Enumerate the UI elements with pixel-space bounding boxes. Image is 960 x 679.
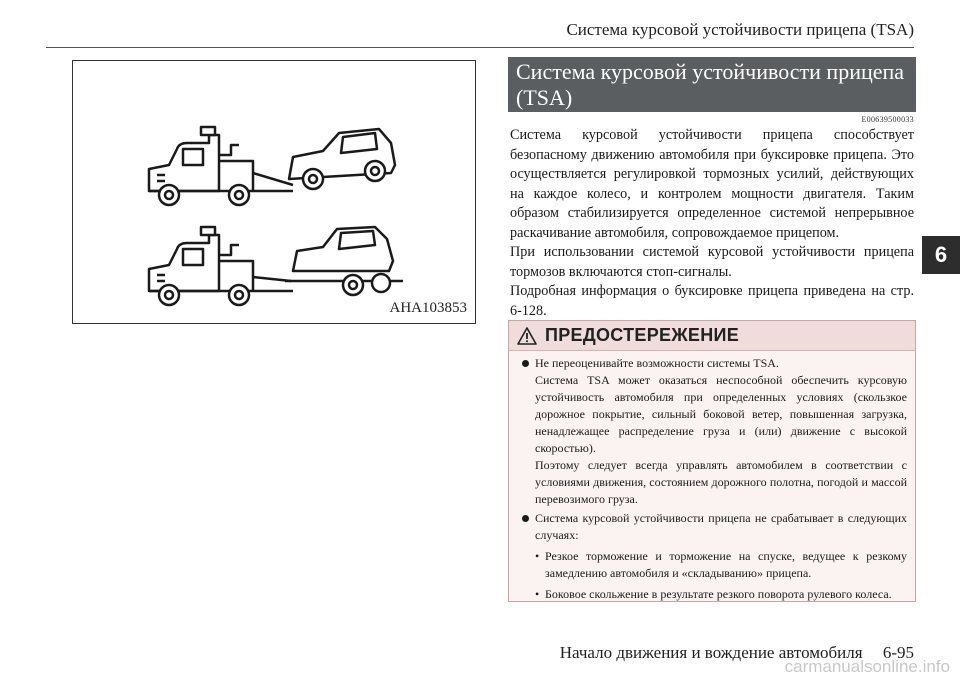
warning-subitem: • Боковое скольжение в результате резкого поворота рулевого колеса. [535,586,907,603]
warning-item-title: Не переоценивайте возможности системы TSA. [535,356,779,370]
chapter-tab[interactable]: 6 [922,236,960,274]
warning-triangle-icon [517,327,537,345]
document-code: E00639500033 [861,115,914,124]
warning-item-text: Поэтому следует всегда управлять автомобилем в соответствии с условиями движения, состоянием дорожного полотна, погодой и массой перевозимого груза. [535,458,907,506]
warning-item [521,510,907,544]
trailer-car-icon [289,129,395,189]
section-title-line1: Система курсовой устойчивости прицепа [516,59,905,84]
body-paragraph: Система курсовой устойчивости прицепа способствует безопасному движению автомобиля при буксировке прицепа. Это осуществляется регулировкой тормозных усилий, действующих на каждое колесо, и контролем мощности двигателя. Таким образом стабилизируется определенное системой непрерывное раскачивание автомобиля, сопровождаемое прицепом. [510,127,914,241]
tow-truck-icon [149,127,293,205]
section-title-line2: (TSA) [516,85,573,110]
watermark[interactable]: carmanualsonline.info [784,657,950,676]
warning-title-bar [509,321,915,351]
warning-item-text: Система TSA может оказаться неспособной обеспечить курсовую устойчивость автомобиля при определенных условиях (скользкое дорожное покрытие, сильный боковой ветер, повышенная загрузка, ненадлежащее распределение груза и (или) движение с высокой скоростью). [535,373,907,455]
body-paragraph: Подробная информация о буксировке прицепа приведена на стр. 6-128. [510,283,914,319]
section-body [510,126,914,321]
header-rule [46,47,914,48]
footer-section-name: Начало движения и вождение автомобиля [559,643,863,662]
towing-illustration [72,60,476,324]
trailer-car-icon [285,227,403,295]
warning-subitem: • Резкое торможение и торможение на спуске, ведущее к резкому замедлению автомобиля и «складыванию» прицепа. [535,548,907,582]
towing-drawing [73,61,477,325]
warning-item [521,355,907,508]
running-head: Система курсовой устойчивости прицепа (TSA) [566,20,914,39]
page-number: 6-95 [882,643,914,662]
figure-code: AHA103853 [389,300,467,316]
warning-body [509,351,915,603]
body-paragraph: При использовании системой курсовой устойчивости прицепа тормозов включаются стоп-сигналы. [510,244,914,280]
tow-truck-icon [149,227,293,305]
warning-box [508,320,916,602]
warning-item-title: Система курсовой устойчивости прицепа не срабатывает в следующих случаях: [535,511,907,542]
section-title [508,57,916,112]
warning-title: ПРЕДОСТЕРЕЖЕНИЕ [545,325,740,345]
